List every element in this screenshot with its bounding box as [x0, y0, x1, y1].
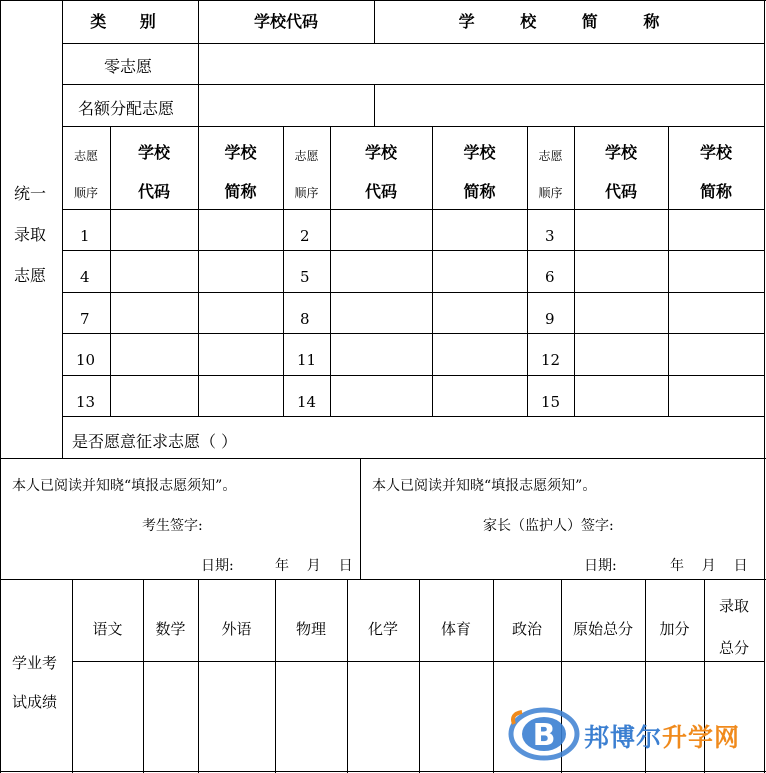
- parent-date-ymd: 年 月 日: [670, 558, 748, 574]
- order-header-1a: 志愿: [73, 149, 98, 163]
- unified-label-line1: 统一: [14, 184, 47, 203]
- subject-chinese: 语文: [92, 620, 123, 638]
- order-8: 8: [300, 310, 310, 328]
- order-6: 6: [545, 268, 555, 286]
- rule-h5: [62, 250, 765, 251]
- rule-v-side: [62, 0, 63, 458]
- order-header-3b: 顺序: [538, 186, 563, 200]
- rule-v-u5: [432, 126, 433, 416]
- subject-pe: 体育: [440, 620, 471, 638]
- student-statement: 本人已阅读并知晓“填报志愿须知”。: [12, 478, 237, 494]
- rule-v-u2: [198, 126, 199, 416]
- order-1: 1: [80, 227, 90, 245]
- unified-label-line3: 志愿: [14, 266, 47, 285]
- brand-name-main: 邦博尔: [584, 723, 663, 752]
- rule-v-u8: [668, 126, 669, 416]
- abbr-header-3a: 学校: [699, 143, 732, 162]
- rule-v-u7: [574, 126, 575, 416]
- border-bottom: [0, 771, 766, 772]
- rule-h1: [62, 43, 765, 44]
- rule-v-s0: [72, 579, 73, 773]
- rule-h7: [62, 333, 765, 334]
- rule-v-u3: [283, 126, 284, 416]
- rule-v-s2: [198, 579, 199, 773]
- order-3: 3: [545, 227, 555, 245]
- quota-choice-label: 名额分配志愿: [78, 99, 175, 118]
- order-header-2b: 顺序: [294, 186, 319, 200]
- abbr-header-3b: 简称: [699, 182, 732, 201]
- subject-physics: 物理: [295, 620, 326, 638]
- rule-v-u4: [330, 126, 331, 416]
- svg-text:B: B: [532, 718, 556, 753]
- order-2: 2: [300, 227, 310, 245]
- subject-bonus: 加分: [659, 620, 690, 638]
- zero-choice-label: 零志愿: [104, 57, 153, 76]
- order-header-3a: 志愿: [538, 149, 563, 163]
- rule-v-s5: [419, 579, 420, 773]
- rule-v-s6: [493, 579, 494, 773]
- code-header-2b: 代码: [364, 182, 397, 201]
- abbr-header-2b: 简称: [463, 182, 496, 201]
- border-top: [0, 0, 766, 1]
- rule-v-s3: [275, 579, 276, 773]
- subject-raw-total: 原始总分: [572, 620, 633, 638]
- student-date-ymd: 年 月 日: [275, 558, 353, 574]
- abbr-header-1a: 学校: [224, 143, 257, 162]
- scores-label-line2: 试成绩: [12, 693, 58, 711]
- scores-label-line1: 学业考: [12, 654, 58, 672]
- abbr-header-2a: 学校: [463, 143, 496, 162]
- order-14: 14: [297, 393, 317, 411]
- rule-h3: [62, 126, 765, 127]
- order-13: 13: [76, 393, 96, 411]
- final-total-line1: 录取: [718, 597, 749, 615]
- order-4: 4: [80, 268, 90, 286]
- solicit-choice-label: 是否愿意征求志愿（ ）: [72, 432, 238, 451]
- parent-signature-label: 家长（监护人）签字:: [483, 518, 614, 534]
- order-11: 11: [297, 351, 317, 369]
- border-right: [764, 0, 765, 773]
- rule-v-sign: [360, 458, 361, 579]
- rule-h11: [0, 579, 766, 580]
- order-header-1b: 顺序: [73, 186, 98, 200]
- order-12: 12: [541, 351, 561, 369]
- rule-h4: [62, 209, 765, 210]
- unified-label-line2: 录取: [14, 225, 47, 244]
- order-10: 10: [76, 351, 96, 369]
- code-header-1b: 代码: [137, 182, 170, 201]
- rule-h2: [62, 84, 765, 85]
- brand-watermark: [508, 706, 758, 762]
- subject-politics: 政治: [511, 620, 542, 638]
- border-left: [0, 0, 1, 773]
- code-header-1a: 学校: [137, 143, 170, 162]
- order-7: 7: [80, 310, 90, 328]
- subject-chemistry: 化学: [367, 620, 398, 638]
- code-header-2a: 学校: [364, 143, 397, 162]
- rule-h9: [62, 416, 765, 417]
- final-total-line2: 总分: [718, 639, 749, 657]
- rule-v-top3: [374, 84, 375, 126]
- order-header-2a: 志愿: [294, 149, 319, 163]
- rule-h8: [62, 375, 765, 376]
- student-signature-label: 考生签字:: [142, 518, 203, 534]
- code-header-3b: 代码: [604, 182, 637, 201]
- header-category: 类 别: [90, 12, 170, 31]
- student-date-label: 日期:: [201, 558, 234, 574]
- rule-v-u1: [110, 126, 111, 416]
- b-logo-icon: [508, 706, 580, 762]
- subject-math: 数学: [155, 620, 186, 638]
- abbr-header-1b: 简称: [224, 182, 257, 201]
- brand-name-highlight: 升学网: [662, 723, 741, 752]
- rule-v-s4: [347, 579, 348, 773]
- header-school-code: 学校代码: [253, 12, 318, 31]
- order-5: 5: [300, 268, 310, 286]
- order-15: 15: [541, 393, 561, 411]
- rule-h10: [0, 458, 766, 459]
- rule-v-u6: [527, 126, 528, 416]
- parent-date-label: 日期:: [584, 558, 617, 574]
- rule-h6: [62, 292, 765, 293]
- subject-foreign-language: 外语: [221, 620, 252, 638]
- code-header-3a: 学校: [604, 143, 637, 162]
- order-9: 9: [545, 310, 555, 328]
- brand-name: [584, 718, 740, 754]
- parent-statement: 本人已阅读并知晓“填报志愿须知”。: [372, 478, 597, 494]
- header-school-abbr: 学 校 简 称: [458, 12, 680, 31]
- rule-v-s1: [143, 579, 144, 773]
